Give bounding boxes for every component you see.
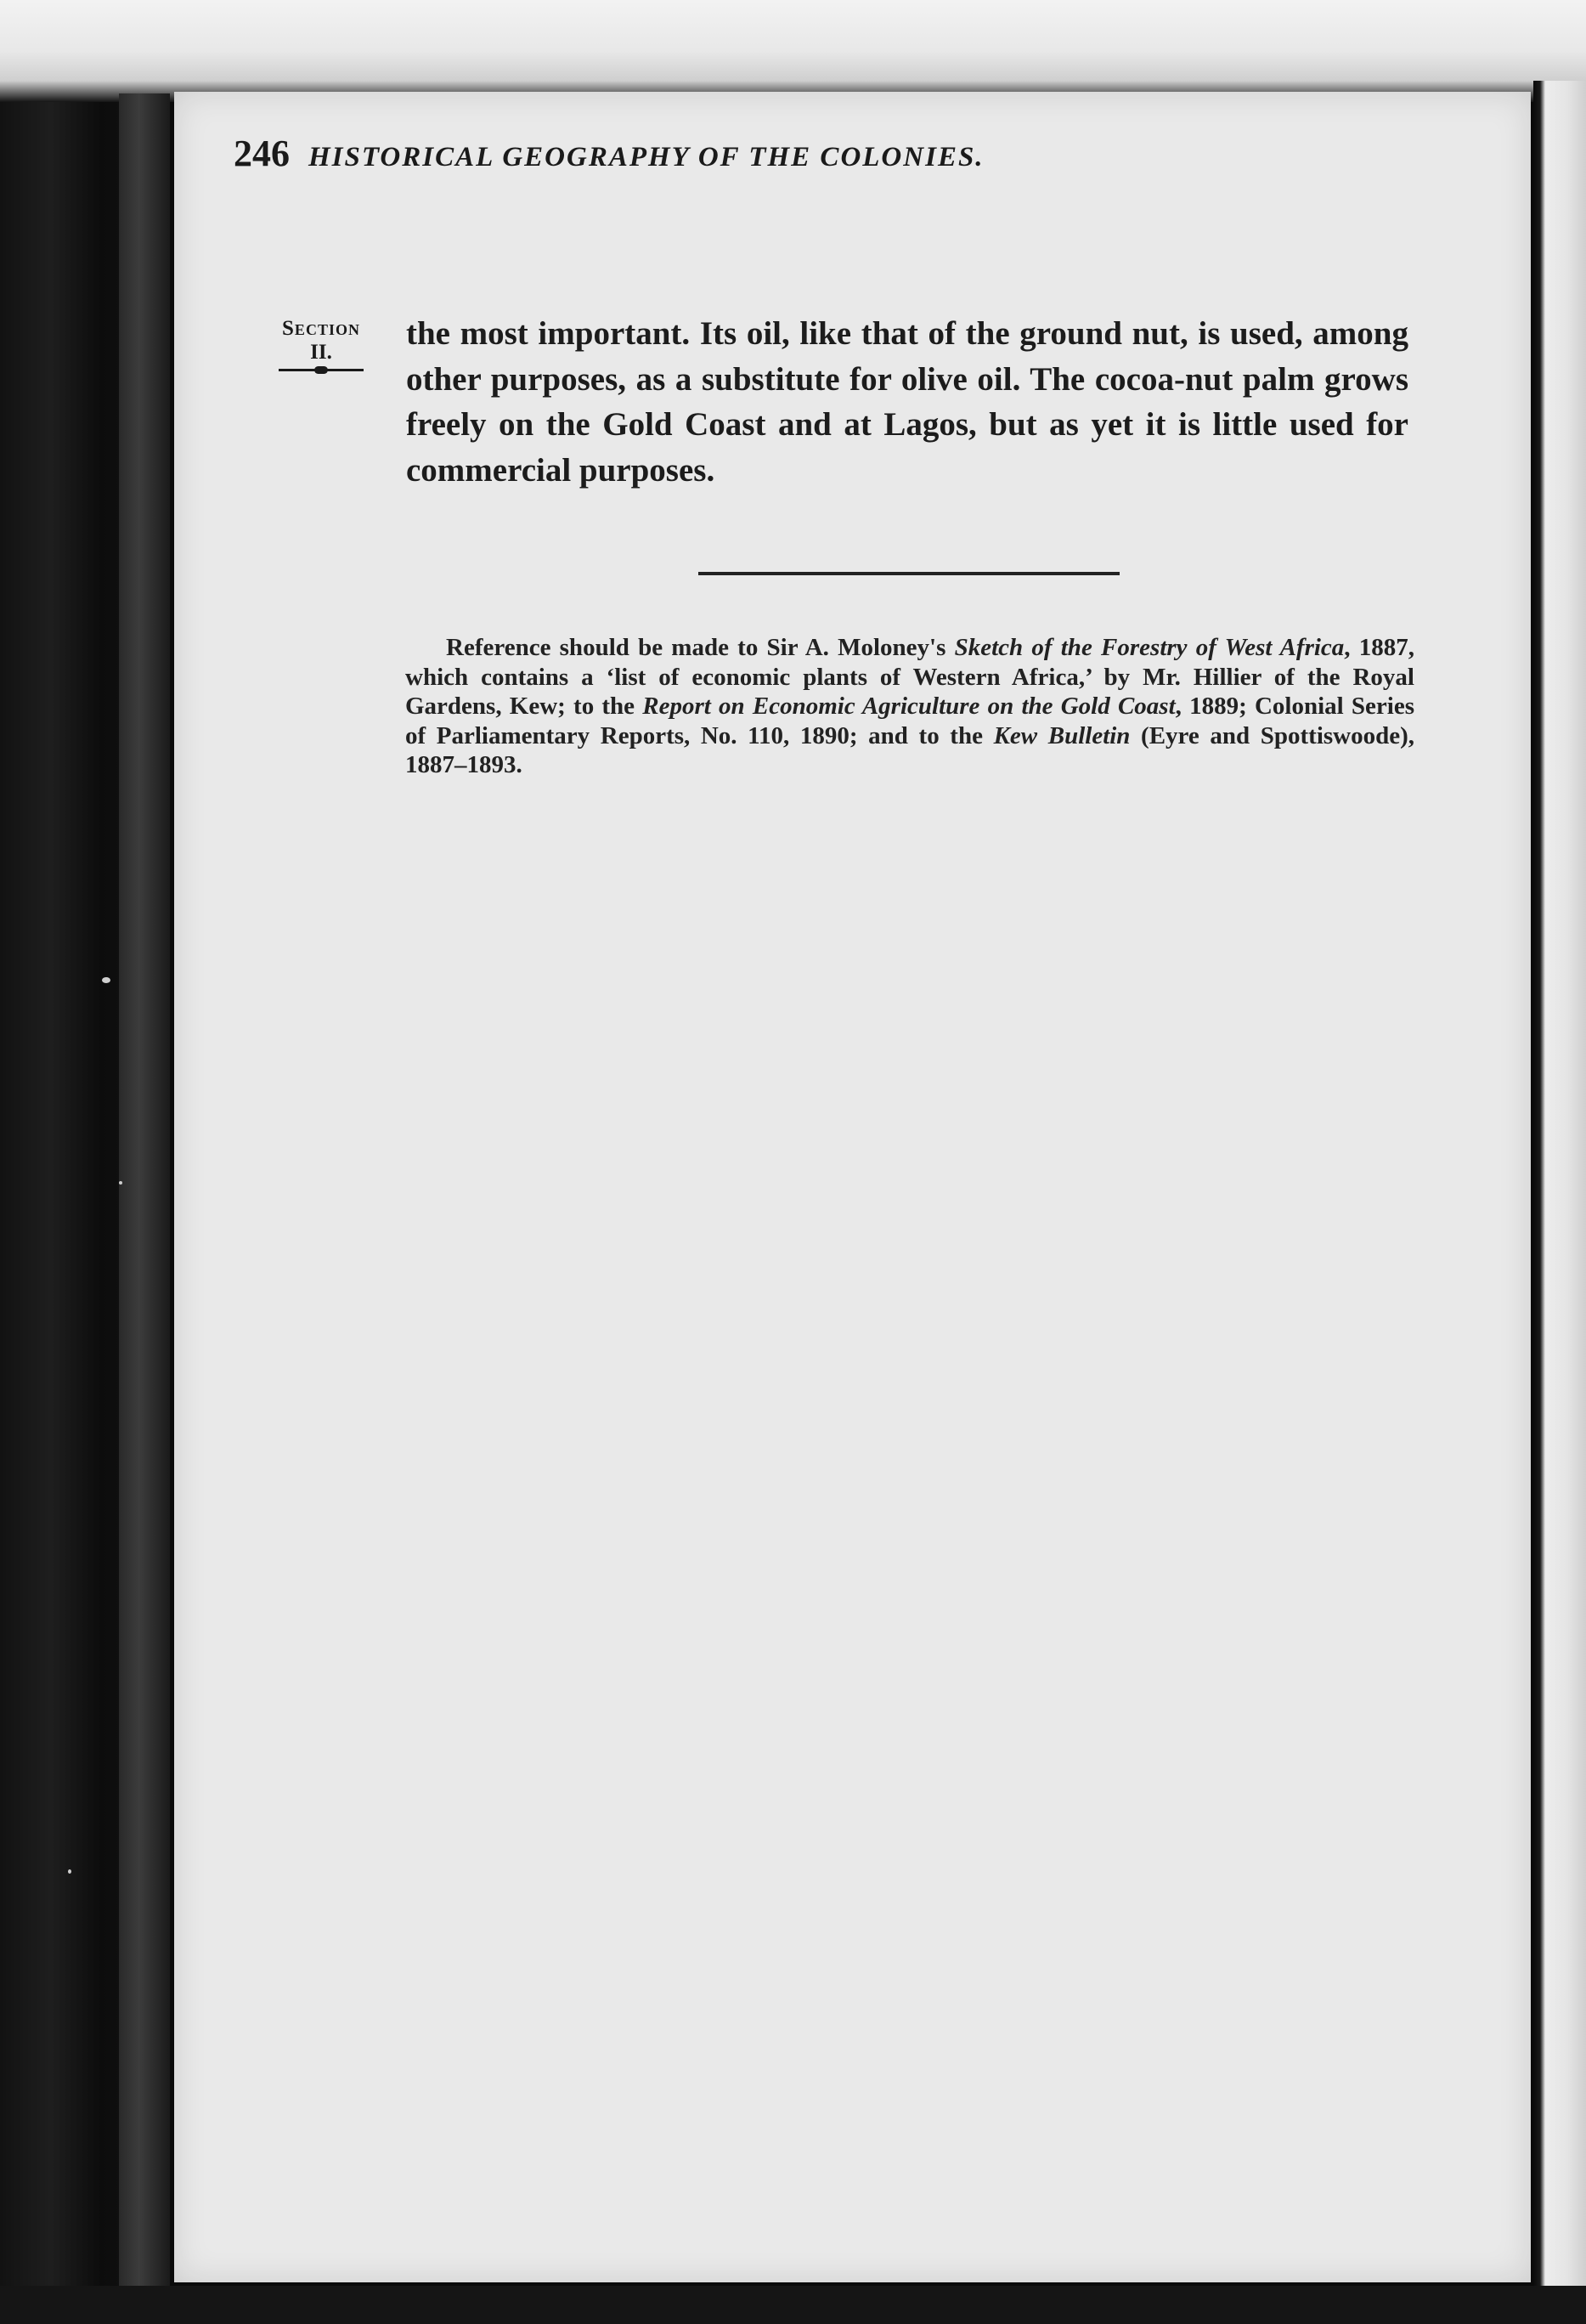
section-margin-note — [253, 316, 389, 371]
running-head — [234, 132, 1380, 175]
reference-text: Reference should be made to Sir A. Moloney's — [446, 634, 955, 661]
reference-text: , 1889; Colonial Series of Parliamentary Reports, No. 110, 1890; and to the — [405, 693, 1414, 749]
scan-top-margin — [0, 0, 1586, 102]
body-paragraph: the most important. Its oil, like that of the ground nut, is used, among other purposes, as a substitute for olive oil. The cocoa-nut palm grows freely on the Gold Coast and at Lagos, but as yet it is little used for commercial purposes. — [406, 315, 1408, 489]
section-word: Section — [282, 317, 360, 340]
running-title: HISTORICAL GEOGRAPHY OF THE COLONIES. — [308, 142, 985, 172]
book-spine-shadow — [119, 93, 170, 2320]
facing-page-edge — [1533, 81, 1586, 2324]
reference-text: , 1887, which contains a ‘list of economic plants of Western Africa,’ by Mr. Hillier of the Royal Gardens, Kew; to the — [405, 634, 1415, 721]
scan-speck — [119, 1181, 122, 1185]
page-number: 246 — [234, 133, 290, 174]
scan-bottom-margin — [0, 2286, 1586, 2324]
reference-text: (Eyre and Spottiswoode), 1887–1893. — [405, 721, 1415, 779]
scan-speck — [102, 977, 110, 983]
reference-title-report: Report on Economic Agriculture on the Gold Coast — [642, 693, 1176, 721]
scan-speck — [68, 1869, 71, 1874]
reference-title-kew-bulletin: Kew Bulletin — [993, 721, 1131, 749]
section-number: II. — [310, 341, 332, 364]
section-divider-rule — [698, 572, 1120, 575]
section-ornament-rule — [279, 369, 364, 371]
reference-title-forestry: Sketch of the Forestry of West Africa — [954, 634, 1345, 661]
reference-note — [405, 633, 1414, 780]
